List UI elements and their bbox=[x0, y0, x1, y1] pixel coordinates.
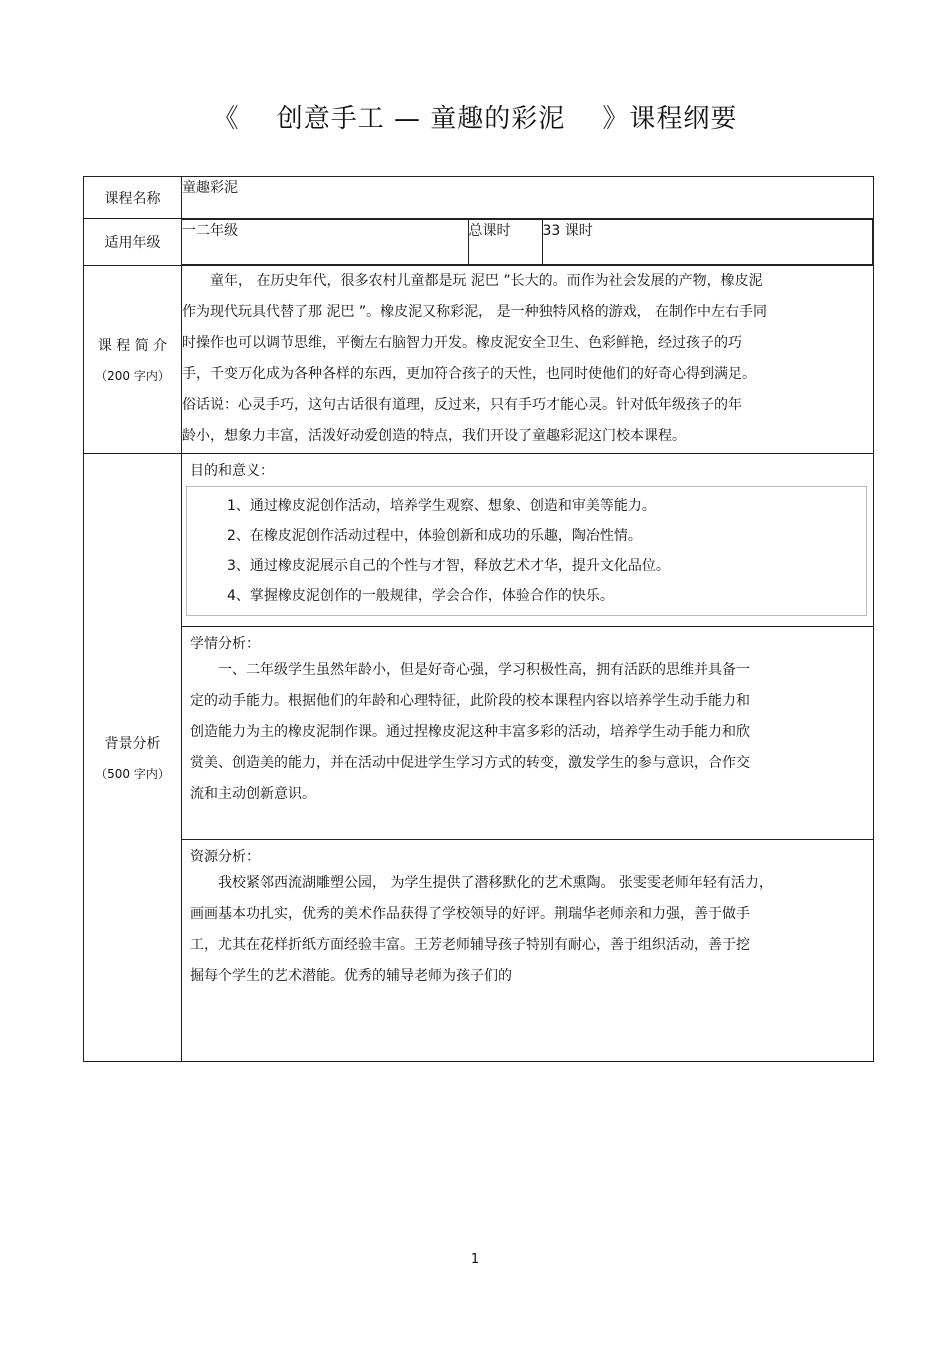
course-outline-table bbox=[83, 176, 874, 1062]
intro-sublabel: （200 字内） bbox=[95, 369, 170, 383]
grade-label: 适用年级 bbox=[84, 219, 182, 266]
purpose-list bbox=[186, 486, 867, 616]
purpose-section bbox=[182, 454, 873, 627]
purpose-item: 3、通过橡皮泥展示自己的个性与才智，释放艺术才华，提升文化品位。 bbox=[227, 558, 670, 574]
course-name-label: 课程名称 bbox=[84, 177, 182, 219]
grade-value: 一二年级 bbox=[182, 220, 468, 265]
resources-line: 画画基本功扎实，优秀的美术作品获得了学校领导的好评。荆瑞华老师亲和力强，善于做手 bbox=[190, 906, 750, 922]
resources-line: 掘每个学生的艺术潜能。优秀的辅导老师为孩子们的 bbox=[190, 968, 512, 984]
row-course-name bbox=[84, 177, 874, 219]
intro-line: 龄小，想象力丰富，活泼好动爱创造的特点，我们开设了童趣彩泥这门校本课程。 bbox=[182, 428, 686, 444]
background-content bbox=[182, 454, 874, 1062]
learners-line: 定的动手能力。根据他们的年龄和心理特征，此阶段的校本课程内容以培养学生动手能力和 bbox=[190, 693, 750, 709]
hours-value: 33 课时 bbox=[542, 220, 873, 265]
background-label-cell bbox=[84, 454, 182, 1062]
purpose-item: 4、掌握橡皮泥创作的一般规律，学会合作，体验合作的快乐。 bbox=[227, 588, 614, 604]
intro-label: 课 程 简 介 bbox=[97, 338, 168, 354]
row-intro bbox=[84, 266, 874, 454]
learners-line: 一、二年级学生虽然年龄小，但是好奇心强，学习积极性高，拥有活跃的思维并具备一 bbox=[218, 662, 750, 678]
title-close: 》课程纲要 bbox=[602, 104, 738, 134]
learners-text bbox=[182, 655, 873, 810]
background-label: 背景分析 bbox=[104, 736, 161, 752]
resources-line: 我校紧邻西流湖雕塑公园， 为学生提供了潜移默化的艺术熏陶。 张雯雯老师年轻有活力， bbox=[218, 875, 773, 891]
learners-heading: 学情分析： bbox=[190, 636, 260, 652]
intro-text bbox=[182, 266, 874, 454]
page-number: 1 bbox=[470, 1252, 480, 1267]
intro-line: 手，千变万化成为各种各样的东西，更加符合孩子的天性，也同时使他们的好奇心得到满足。 bbox=[182, 366, 756, 382]
learners-line: 流和主动创新意识。 bbox=[190, 786, 316, 802]
intro-line: 童年， 在历史年代，很多农村儿童都是玩 泥巴 ”长大的。而作为社会发展的产物，橡皮泥 bbox=[210, 273, 763, 289]
resources-section bbox=[182, 840, 873, 992]
row-background bbox=[84, 454, 874, 1062]
purpose-item: 1、通过橡皮泥创作活动，培养学生观察、想象、创造和审美等能力。 bbox=[227, 498, 656, 514]
intro-line: 作为现代玩具代替了那 泥巴 ”。橡皮泥又称彩泥， 是一种独特风格的游戏， 在制作中左右手同 bbox=[182, 304, 768, 320]
intro-line: 俗话说：心灵手巧，这句古话很有道理，反过来，只有手巧才能心灵。针对低年级孩子的年 bbox=[182, 397, 742, 413]
page-title bbox=[0, 98, 950, 135]
intro-label-cell bbox=[84, 266, 182, 454]
resources-text bbox=[182, 868, 873, 992]
title-open: 《 bbox=[212, 104, 240, 134]
row-grade bbox=[84, 219, 874, 266]
resources-heading: 资源分析： bbox=[190, 849, 260, 865]
course-name-value: 童趣彩泥 bbox=[182, 177, 874, 219]
background-sublabel: （500 字内） bbox=[95, 767, 170, 781]
grade-cell bbox=[182, 219, 874, 266]
purpose-item: 2、在橡皮泥创作活动过程中，体验创新和成功的乐趣，陶冶性情。 bbox=[227, 528, 642, 544]
title-main: 创意手工 — 童趣的彩泥 bbox=[276, 104, 566, 134]
learners-line: 赏美、创造美的能力，并在活动中促进学生学习方式的转变，激发学生的参与意识，合作交 bbox=[190, 755, 750, 771]
purpose-heading: 目的和意义： bbox=[190, 463, 274, 479]
intro-line: 时操作也可以调节思维，平衡左右脑智力开发。橡皮泥安全卫生、色彩鲜艳，经过孩子的巧 bbox=[182, 335, 742, 351]
learners-section bbox=[182, 627, 873, 840]
learners-line: 创造能力为主的橡皮泥制作课。通过捏橡皮泥这种丰富多彩的活动，培养学生动手能力和欣 bbox=[190, 724, 750, 740]
resources-line: 工，尤其在花样折纸方面经验丰富。王芳老师辅导孩子特别有耐心，善于组织活动，善于挖 bbox=[190, 937, 750, 953]
hours-label: 总课时 bbox=[468, 220, 542, 265]
